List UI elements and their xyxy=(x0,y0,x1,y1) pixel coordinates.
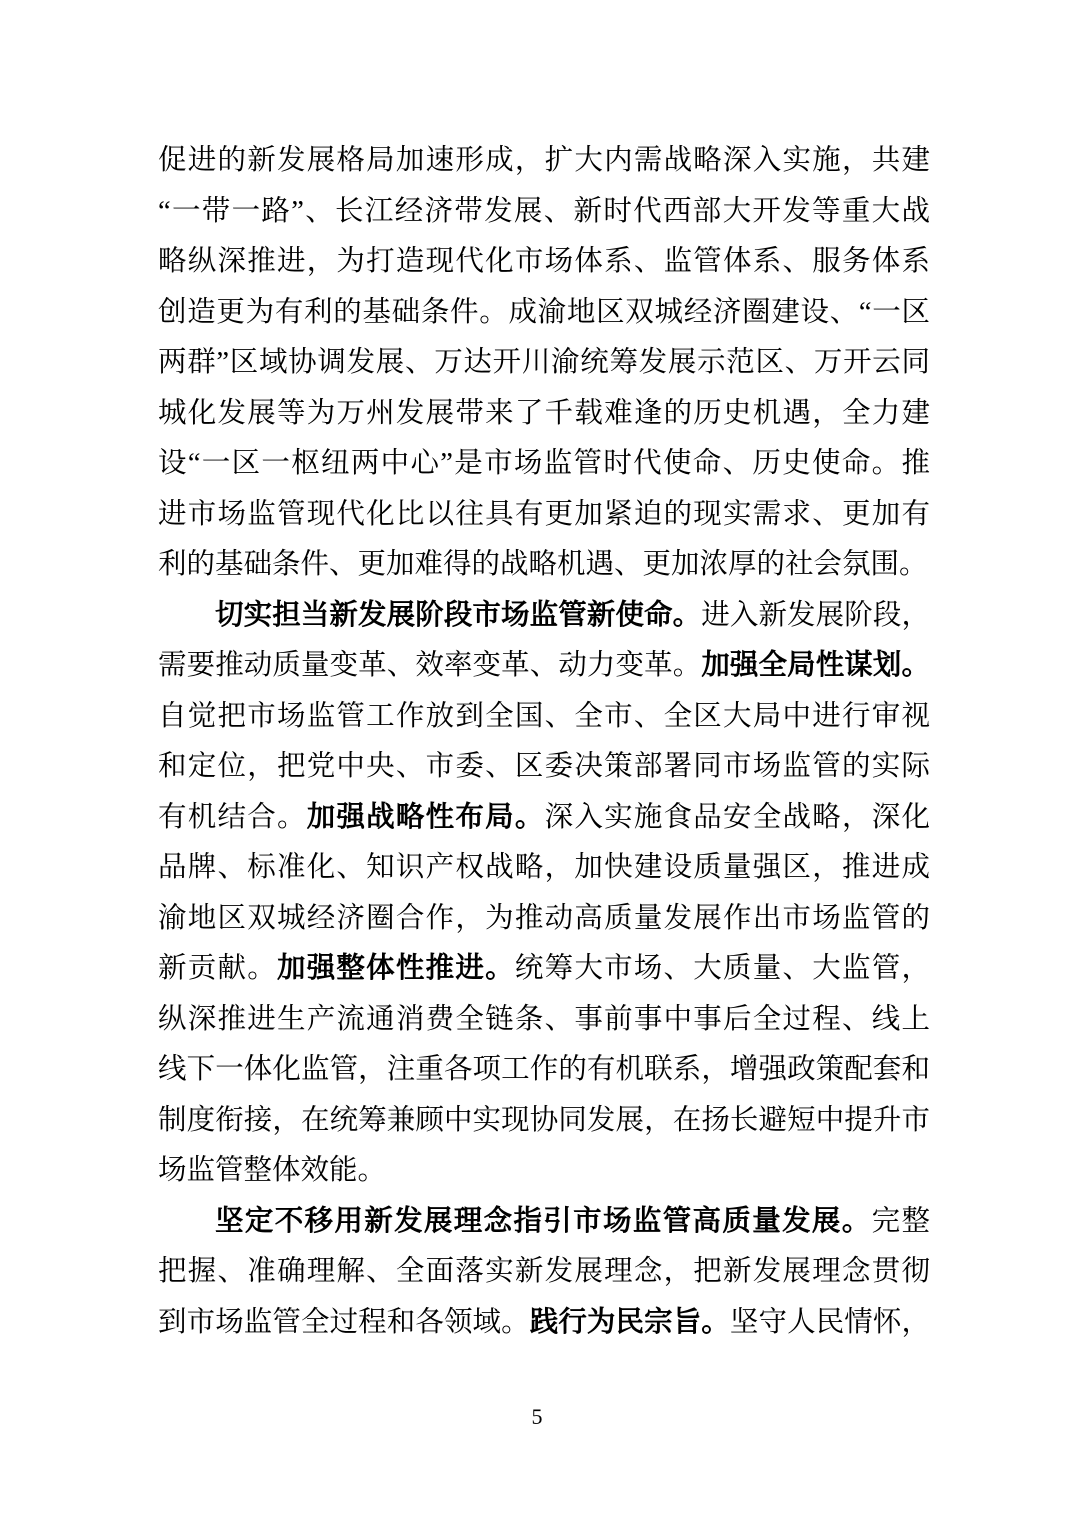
document-line xyxy=(158,1247,930,1298)
body-text: 略纵深推进，为打造现代化市场体系、监管体系、服务体系 xyxy=(158,246,930,277)
document-line xyxy=(158,338,930,389)
document-line xyxy=(158,237,930,288)
body-text: 把握、准确理解、全面落实新发展理念，把新发展理念贯彻 xyxy=(158,1256,930,1287)
document-line xyxy=(158,288,930,339)
body-text: 城化发展等为万州发展带来了千载难逢的历史机遇，全力建 xyxy=(158,397,930,429)
emphasis-text: 切实担当新发展阶段市场监管新使命。 xyxy=(215,599,702,631)
document-line xyxy=(158,1045,930,1096)
document-line xyxy=(158,1096,930,1147)
paragraph xyxy=(158,136,930,591)
document-line xyxy=(158,1197,930,1248)
document-line xyxy=(158,843,930,894)
emphasis-text: 加强战略性布局。 xyxy=(306,801,545,833)
document-line xyxy=(158,995,930,1046)
document-line xyxy=(158,540,930,591)
emphasis-text: 践行为民宗旨。 xyxy=(529,1306,730,1338)
body-text: 完整 xyxy=(871,1205,930,1237)
document-line xyxy=(158,187,930,238)
document-line xyxy=(158,136,930,187)
document-line xyxy=(158,591,930,642)
body-text: 促进的新发展格局加速形成，扩大内需战略深入实施，共建 xyxy=(158,145,930,176)
page-number: 5 xyxy=(531,1404,543,1429)
document-line xyxy=(158,490,930,541)
document-line xyxy=(158,692,930,743)
body-text: 利的基础条件、更加难得的战略机遇、更加浓厚的社会氛围。 xyxy=(158,549,928,580)
body-text: 两群”区域协调发展、万达开川渝统筹发展示范区、万开云同 xyxy=(158,347,930,378)
document-line xyxy=(158,1146,930,1197)
document-line xyxy=(158,1298,930,1349)
paragraph xyxy=(158,591,930,1197)
body-text: 到市场监管全过程和各领域。 xyxy=(158,1306,530,1338)
document-line xyxy=(158,742,930,793)
body-text: 设“一区一枢纽两中心”是市场监管时代使命、历史使命。推 xyxy=(158,448,930,479)
body-text: 有机结合。 xyxy=(158,801,307,833)
body-text: 需要推动质量变革、效率变革、动力变革。 xyxy=(158,650,702,681)
body-text: 场监管整体效能。 xyxy=(158,1155,387,1186)
document-line xyxy=(158,793,930,844)
emphasis-text: 加强整体性推进。 xyxy=(276,953,515,984)
body-text: 渝地区双城经济圈合作，为推动高质量发展作出市场监管的 xyxy=(158,902,930,934)
body-text: 新贡献。 xyxy=(158,953,277,984)
body-text: 坚守人民情怀， xyxy=(729,1306,930,1338)
emphasis-text: 坚定不移用新发展理念指引市场监管高质量发展。 xyxy=(215,1205,872,1237)
body-text: 品牌、标准化、知识产权战略，加快建设质量强区，推进成 xyxy=(158,852,930,883)
body-text: 线下一体化监管，注重各项工作的有机联系，增强政策配套和 xyxy=(158,1054,930,1085)
body-text: “一带一路”、长江经济带发展、新时代西部大开发等重大战 xyxy=(158,195,930,227)
body-text: 统筹大市场、大质量、大监管， xyxy=(514,953,930,984)
document-line xyxy=(158,439,930,490)
body-text: 和定位，把党中央、市委、区委决策部署同市场监管的实际 xyxy=(158,751,930,782)
body-text: 创造更为有利的基础条件。成渝地区双城经济圈建设、“一区 xyxy=(158,296,930,328)
document-line xyxy=(158,894,930,945)
document-line xyxy=(158,389,930,440)
document-body xyxy=(158,136,930,1348)
body-text: 进市场监管现代化比以往具有更加紧迫的现实需求、更加有 xyxy=(158,498,930,530)
body-text: 纵深推进生产流通消费全链条、事前事中事后全过程、线上 xyxy=(158,1003,930,1035)
body-text: 进入新发展阶段， xyxy=(701,599,930,631)
paragraph xyxy=(158,1197,930,1349)
document-line xyxy=(158,944,930,995)
body-text: 制度衔接，在统筹兼顾中实现协同发展，在扬长避短中提升市 xyxy=(158,1104,930,1136)
emphasis-text: 加强全局性谋划。 xyxy=(701,650,930,681)
document-line xyxy=(158,641,930,692)
body-text: 深入实施食品安全战略，深化 xyxy=(544,801,930,833)
body-text: 自觉把市场监管工作放到全国、全市、全区大局中进行审视 xyxy=(158,700,930,732)
